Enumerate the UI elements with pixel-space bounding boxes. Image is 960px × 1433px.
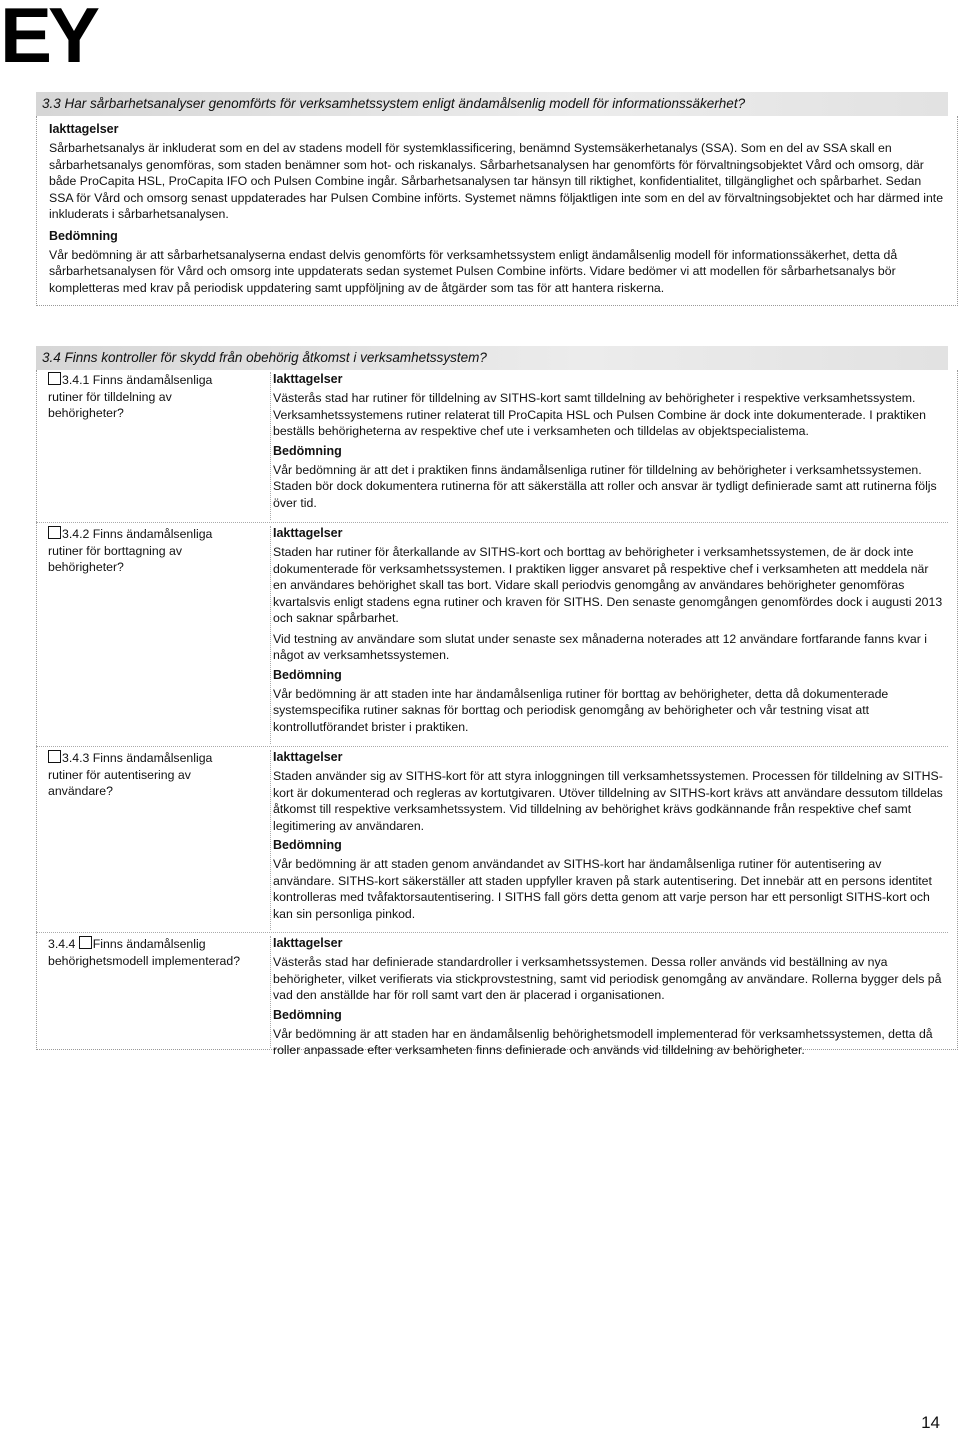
assessment-text: Vår bedömning är att staden genom användandet av SITHS-kort har ändamålsenliga rutiner för autentisering av användare. SITHS-kort säkerställer att staden uppfyller kraven på stark autentisering. Det innebär att en persons identitet kontrolleras med tvåfaktorsautentisering. I SITHS fall görs detta genom att varje person har ett personligt SITHS-kort och kan sin personliga pinkod. <box>273 857 932 921</box>
checkbox-icon <box>48 526 61 539</box>
answer-3-4-2 <box>270 526 943 744</box>
answer-3-4-1 <box>270 372 943 520</box>
question-3-4-3: 3.4.3 Finns ändamålsenliga rutiner för autentisering av användare? <box>48 751 213 798</box>
observations-text: Staden använder sig av SITHS-kort för att styra inloggningen till verksamhetssystemen. Processen för tilldelning av SITHS-kort är dokumenterad och regleras av kortutgivaren. Utöver tilldelning av SITHS-kort krävs att användare dessutom tilldelas åtkomst till respektive verksamhetssystem. Vid tilldelning av behörighet krävs godkännande från respektive chef samt legitimering av användaren. <box>273 769 943 833</box>
assessment-label: Bedömning <box>273 667 342 682</box>
assessment-label: Bedömning <box>273 1007 342 1022</box>
assessment-label: Bedömning <box>273 443 342 458</box>
row-divider <box>36 522 948 523</box>
assessment-label: Bedömning <box>273 838 342 852</box>
observations-label: Iakttagelser <box>273 372 343 386</box>
observations-label: Iakttagelser <box>273 936 343 950</box>
observations-text: Sårbarhetsanalys är inkluderat som en del av stadens modell för systemklassificering, benämnd Systemsäkerhetanalys (SSA). Som en del av SSA skall en sårbarhetsanalys genomföras, som staden benämner som hot- och riskanalys. Sårbarhetsanalysen har genomförts för förvaltningsobjektet Vård och omsorg, där både ProCapita HSL, ProCapita IFO och Pulsen Combine ingår. Sårbarhetsanalysen tar hänsyn till riktighet, konfidentialitet, tillgänglighet och spårbarhet. Sedan SSA för Vård och omsorg senast uppdaterades har Pulsen Combine införts. Systemet nämns följaktligen inte som en del av förvaltningsobjektet och har därmed inte inkluderats i sårbarhetsanalysen. <box>49 141 944 221</box>
section-3-3-box <box>36 116 958 306</box>
question-3-4-1: 3.4.1 Finns ändamålsenliga rutiner för tilldelning av behörigheter? <box>48 373 213 420</box>
row-divider <box>36 932 948 933</box>
section-3-3-heading: 3.3 Har sårbarhetsanalyser genomförts för verksamhetssystem enligt ändamålsenlig modell för informationssäkerhet? <box>36 92 948 116</box>
checkbox-icon <box>48 750 61 763</box>
section-3-4-heading: 3.4 Finns kontroller för skydd från obehörig åtkomst i verksamhetssystem? <box>36 346 948 370</box>
answer-3-4-4 <box>270 936 943 1057</box>
observations-text: Västerås stad har rutiner för tilldelning av SITHS-kort samt tilldelning av behörigheter i respektive verksamhetssystem. Verksamhetssystemens rutiner relaterat till ProCapita HSL och Pulsen Combine är dock inte dokumenterade. I praktiken beställs behörigheterna av respektive chef ute i verksamheten och tilldelas av objektspecialistema. <box>273 391 926 438</box>
assessment-text: Vår bedömning är att staden inte har ändamålsenliga rutiner för borttag av behörigheter, detta då dokumenterade systemspecifika rutiner saknas för borttag och periodisk genomgång av behörigheter och vår testning visat att kontrollutförandet brister i praktiken. <box>273 686 889 734</box>
page-number: 14 <box>921 1413 940 1432</box>
assessment-text: Vår bedömning är att det i praktiken finns ändamålsenliga rutiner för tilldelning av behörigheter i verksamhetssystemen. Staden bör dock dokumentera rutinerna för att säkerställa att roller och ansvar är tydligt definierade samt att rutinerna följs över tid. <box>273 462 937 510</box>
observations-text: Västerås stad har definierade standardroller i verksamhetssystemen. Dessa roller används vid beställning av nya behörigheter, vilket verifierats via stickprovstestning, samt vid periodisk genomgång av användare. Rollerna bygger dels på vad den anställde har för roll samt vart den är placerad i organisationen. <box>273 955 942 1002</box>
assessment-text: Vår bedömning är att staden har en ändamålsenlig behörighetsmodell implementerad för verksamhetssystemen, detta då roller anpassade efter verksamheten finns definierade och används vid tilldelning av behörigheter. <box>273 1026 933 1057</box>
assessment-label: Bedömning <box>49 228 118 243</box>
question-number: 3.4.4 <box>48 937 79 951</box>
question-3-4-4: 3.4.4 Finns ändamålsenlig behörighetsmodell implementerad? <box>48 937 241 968</box>
checkbox-icon <box>79 936 92 949</box>
observations-label: Iakttagelser <box>49 122 119 136</box>
ey-logo: EY <box>0 0 97 79</box>
row-divider <box>36 746 948 747</box>
observations-label: Iakttagelser <box>273 526 343 540</box>
assessment-text: Vår bedömning är att sårbarhetsanalyserna endast delvis genomförts för verksamhetssystem enligt ändamålsenlig modell för informationssäkerhet, detta då sårbarhetsanalysen för Vård och omsorg inte uppdaterats sedan systemet Pulsen Combine införts. Vidare bedömer vi att modellen för sårbarhetsanalys bör kompletteras med krav på periodisk uppdatering samt uppföljning av de åtgärder som tas för att hantera riskerna. <box>49 247 898 295</box>
question-3-4-2: 3.4.2 Finns ändamålsenliga rutiner för borttagning av behörigheter? <box>48 527 213 574</box>
answer-3-4-3 <box>270 750 943 930</box>
observations-label: Iakttagelser <box>273 750 343 764</box>
checkbox-icon <box>48 372 61 385</box>
observations-text-2: Vid testning av användare som slutat under senaste sex månaderna noterades att 12 användare fortfarande fanns kvar i något av verksamhetssystemen. <box>273 631 927 662</box>
observations-text: Staden har rutiner för återkallande av SITHS-kort och borttag av behörigheter i verksamhetssystemen, de är dock inte dokumenterade för verksamhetssystemen. I praktiken ligger ansvaret på respektive chef i verksamheten att meddela när en användares behörighet skall tas bort. Vidare skall periodvis genomgång av användares behörigheter genomföras kvartalsvis enligt stadens egna rutiner och kraven för SITHS. Den senaste genomgången genomfördes dock i augusti 2013 och saknar spårbarhet. <box>273 545 943 625</box>
